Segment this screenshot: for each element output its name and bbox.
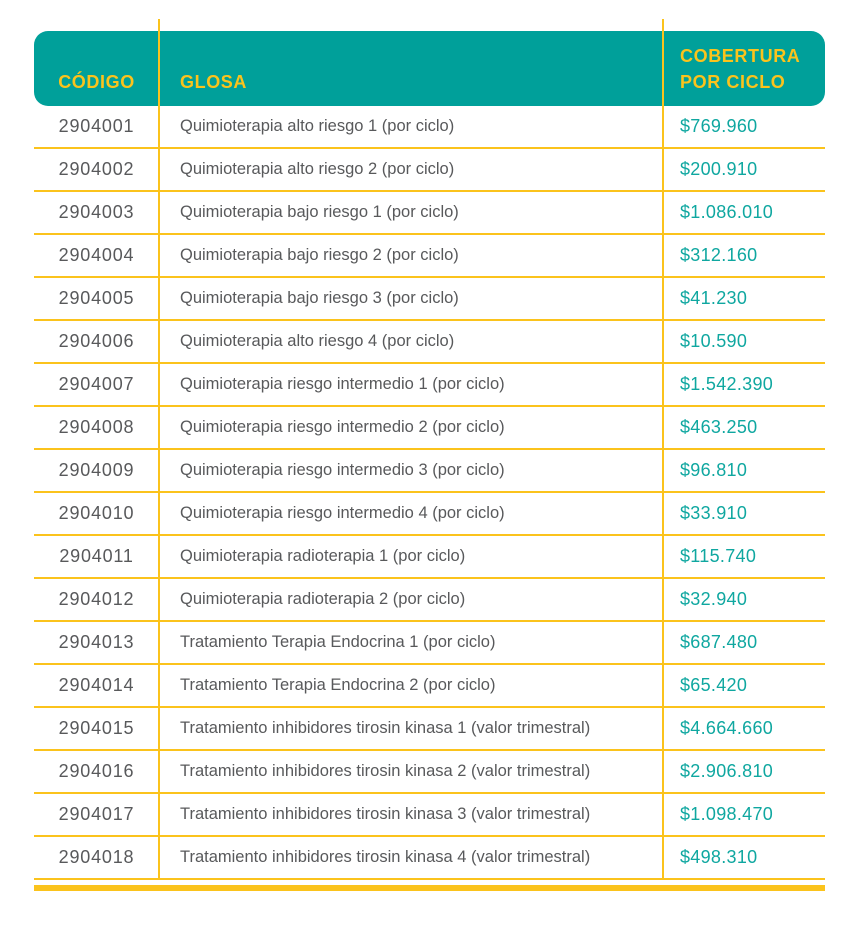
cobertura-cell: $4.664.660 xyxy=(680,718,774,738)
header-cell-cobertura: COBERTURA POR CICLO xyxy=(680,46,800,92)
table-row xyxy=(34,794,825,837)
glosa-cell: Quimioterapia alto riesgo 2 (por ciclo) xyxy=(180,160,455,178)
glosa-cell: Quimioterapia riesgo intermedio 2 (por ciclo) xyxy=(180,418,505,436)
table-row xyxy=(34,149,825,192)
glosa-cell: Tratamiento Terapia Endocrina 1 (por ciclo) xyxy=(180,633,496,651)
glosa-cell: Quimioterapia bajo riesgo 3 (por ciclo) xyxy=(180,289,459,307)
glosa-cell: Tratamiento inhibidores tirosin kinasa 1 (valor trimestral) xyxy=(180,719,591,737)
cobertura-cell: $769.960 xyxy=(680,116,758,136)
codigo-cell: 2904012 xyxy=(58,589,135,609)
cobertura-cell: $1.086.010 xyxy=(680,202,774,222)
glosa-cell: Quimioterapia alto riesgo 1 (por ciclo) xyxy=(180,117,455,135)
table-row xyxy=(34,450,825,493)
codigo-cell: 2904006 xyxy=(58,331,135,351)
glosa-cell: Quimioterapia radioterapia 2 (por ciclo) xyxy=(180,590,466,608)
cobertura-cell: $2.906.810 xyxy=(680,761,774,781)
glosa-cell: Tratamiento inhibidores tirosin kinasa 4 (valor trimestral) xyxy=(180,848,591,866)
table-row xyxy=(34,278,825,321)
cobertura-cell: $1.542.390 xyxy=(680,374,774,394)
table-row xyxy=(34,493,825,536)
cobertura-cell: $200.910 xyxy=(680,159,758,179)
codigo-cell: 2904013 xyxy=(58,632,135,652)
table-row xyxy=(34,622,825,665)
cobertura-cell: $41.230 xyxy=(680,288,748,308)
table-row xyxy=(34,837,825,880)
table-row xyxy=(34,407,825,450)
codigo-cell: 2904018 xyxy=(58,847,135,867)
cobertura-cell: $32.940 xyxy=(680,589,748,609)
coverage-table xyxy=(34,31,825,891)
codigo-cell: 2904016 xyxy=(58,761,135,781)
codigo-cell: 2904001 xyxy=(58,116,135,136)
cobertura-cell: $312.160 xyxy=(680,245,758,265)
cobertura-cell: $96.810 xyxy=(680,460,748,480)
table-row xyxy=(34,751,825,794)
glosa-cell: Quimioterapia radioterapia 1 (por ciclo) xyxy=(180,547,466,565)
glosa-cell: Quimioterapia riesgo intermedio 1 (por ciclo) xyxy=(180,375,505,393)
codigo-cell: 2904014 xyxy=(58,675,135,695)
codigo-cell: 2904007 xyxy=(58,374,135,394)
cobertura-cell: $115.740 xyxy=(680,546,757,566)
glosa-cell: Tratamiento inhibidores tirosin kinasa 3 (valor trimestral) xyxy=(180,805,591,823)
cobertura-cell: $1.098.470 xyxy=(680,804,774,824)
codigo-cell: 2904003 xyxy=(58,202,135,222)
column-divider-line xyxy=(662,19,664,880)
table-row xyxy=(34,321,825,364)
cobertura-cell: $463.250 xyxy=(680,417,758,437)
codigo-cell: 2904005 xyxy=(58,288,135,308)
table-row xyxy=(34,364,825,407)
codigo-cell: 2904002 xyxy=(58,159,135,179)
codigo-cell: 2904011 xyxy=(59,546,134,566)
table-row xyxy=(34,708,825,751)
table-row xyxy=(34,106,825,149)
codigo-cell: 2904008 xyxy=(58,417,135,437)
codigo-cell: 2904017 xyxy=(58,804,135,824)
glosa-cell: Tratamiento Terapia Endocrina 2 (por ciclo) xyxy=(180,676,496,694)
cobertura-cell: $65.420 xyxy=(680,675,748,695)
cobertura-cell: $498.310 xyxy=(680,847,758,867)
header-cell-codigo: CÓDIGO xyxy=(58,72,135,92)
header-cell-glosa: GLOSA xyxy=(180,72,248,92)
table-row xyxy=(34,235,825,278)
cobertura-cell: $10.590 xyxy=(680,331,748,351)
codigo-cell: 2904015 xyxy=(58,718,135,738)
table-grid xyxy=(34,31,825,880)
glosa-cell: Quimioterapia alto riesgo 4 (por ciclo) xyxy=(180,332,455,350)
glosa-cell: Quimioterapia bajo riesgo 1 (por ciclo) xyxy=(180,203,459,221)
cobertura-cell: $687.480 xyxy=(680,632,758,652)
table-row xyxy=(34,579,825,622)
table-row xyxy=(34,665,825,708)
column-divider-line xyxy=(158,19,160,880)
glosa-cell: Quimioterapia bajo riesgo 2 (por ciclo) xyxy=(180,246,459,264)
glosa-cell: Tratamiento inhibidores tirosin kinasa 2 (valor trimestral) xyxy=(180,762,591,780)
codigo-cell: 2904010 xyxy=(58,503,135,523)
codigo-cell: 2904009 xyxy=(58,460,135,480)
cobertura-cell: $33.910 xyxy=(680,503,748,523)
table-bottom-border xyxy=(34,885,825,891)
table-header xyxy=(34,31,825,106)
table-row xyxy=(34,536,825,579)
codigo-cell: 2904004 xyxy=(58,245,135,265)
glosa-cell: Quimioterapia riesgo intermedio 4 (por ciclo) xyxy=(180,504,505,522)
table-row xyxy=(34,192,825,235)
glosa-cell: Quimioterapia riesgo intermedio 3 (por ciclo) xyxy=(180,461,505,479)
